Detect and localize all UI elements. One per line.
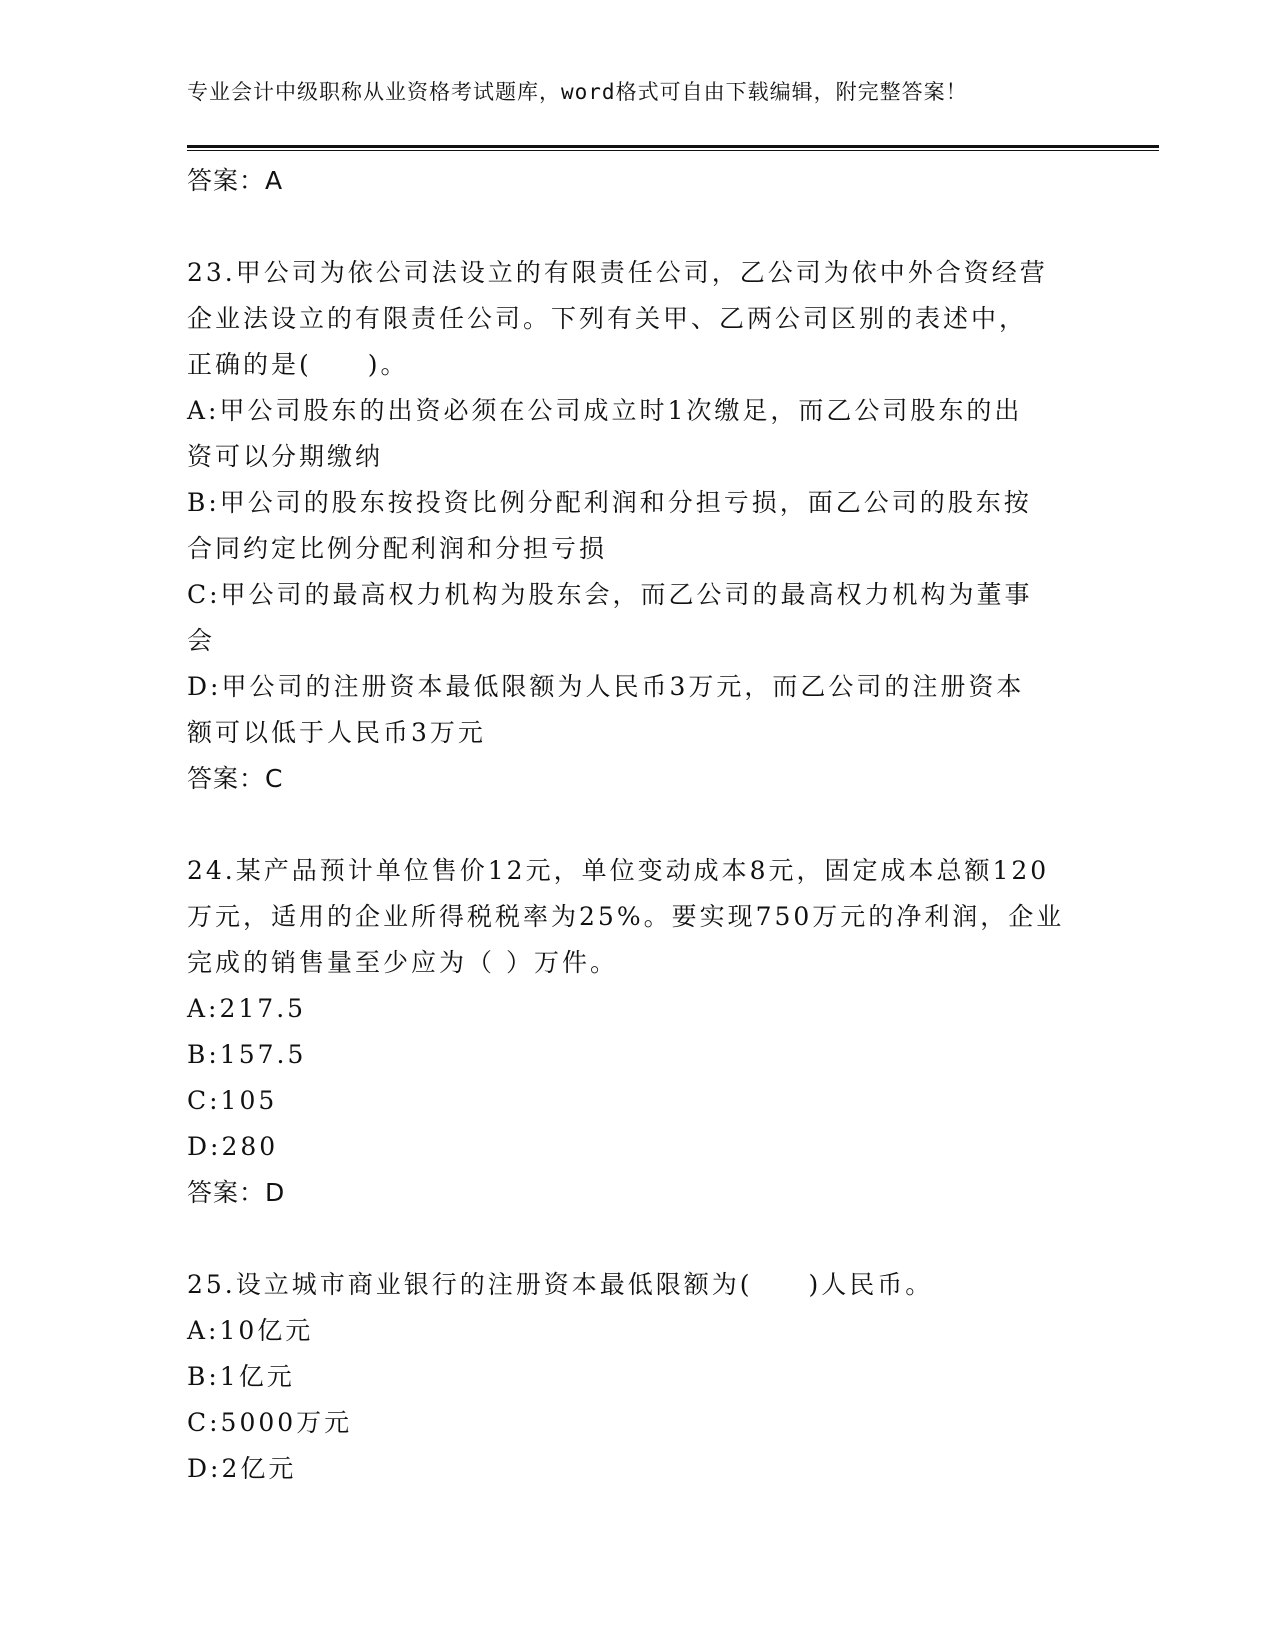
spacer — [187, 1216, 1087, 1262]
answer-23: 答案：C — [187, 764, 284, 793]
question-25-option-a: A:10亿元 — [187, 1316, 314, 1345]
question-24-option-c: C:105 — [187, 1086, 278, 1115]
question-24-line-1: 24.某产品预计单位售价12元，单位变动成本8元，固定成本总额120 — [187, 856, 1050, 885]
question-24-option-a: A:217.5 — [187, 994, 307, 1023]
question-23-option-b-cont: 合同约定比例分配利润和分担亏损 — [187, 534, 608, 563]
question-23 — [187, 250, 1087, 802]
question-25 — [187, 1262, 1087, 1492]
page-header: 专业会计中级职称从业资格考试题库，word格式可自由下载编辑，附完整答案！ — [187, 80, 968, 104]
question-25-option-c: C:5000万元 — [187, 1408, 353, 1437]
question-23-option-d-cont: 额可以低于人民币3万元 — [187, 718, 486, 747]
spacer — [187, 204, 1087, 250]
question-24-option-d: D:280 — [187, 1132, 279, 1161]
question-23-option-c: C:甲公司的最高权力机构为股东会，而乙公司的最高权力机构为董事 — [187, 580, 1033, 609]
question-24 — [187, 848, 1087, 1216]
question-24-line-2: 万元，适用的企业所得税税率为25%。要实现750万元的净利润，企业 — [187, 902, 1065, 931]
question-25-option-d: D:2亿元 — [187, 1454, 297, 1483]
question-23-option-a: A:甲公司股东的出资必须在公司成立时1次缴足，而乙公司股东的出 — [187, 396, 1023, 425]
header-rule-thin — [187, 150, 1159, 151]
question-25-option-b: B:1亿元 — [187, 1362, 295, 1391]
answer-24: 答案：D — [187, 1178, 286, 1207]
question-23-line-3: 正确的是( )。 — [187, 350, 409, 379]
spacer — [187, 802, 1087, 848]
document-body — [187, 158, 1087, 1492]
question-23-option-d: D:甲公司的注册资本最低限额为人民币3万元，而乙公司的注册资本 — [187, 672, 1025, 701]
question-23-option-a-cont: 资可以分期缴纳 — [187, 442, 384, 471]
answer-22: 答案：A — [187, 166, 284, 195]
header-rule-thick — [187, 145, 1159, 148]
question-24-option-b: B:157.5 — [187, 1040, 307, 1069]
question-23-option-b: B:甲公司的股东按投资比例分配利润和分担亏损，面乙公司的股东按 — [187, 488, 1032, 517]
question-23-line-2: 企业法设立的有限责任公司。下列有关甲、乙两公司区别的表述中， — [187, 304, 1028, 333]
question-24-line-3: 完成的销售量至少应为（ ）万件。 — [187, 948, 618, 977]
question-25-line-1: 25.设立城市商业银行的注册资本最低限额为( )人民币。 — [187, 1270, 934, 1299]
question-23-line-1: 23.甲公司为依公司法设立的有限责任公司，乙公司为依中外合资经营 — [187, 258, 1048, 287]
question-23-option-c-cont: 会 — [187, 626, 216, 655]
